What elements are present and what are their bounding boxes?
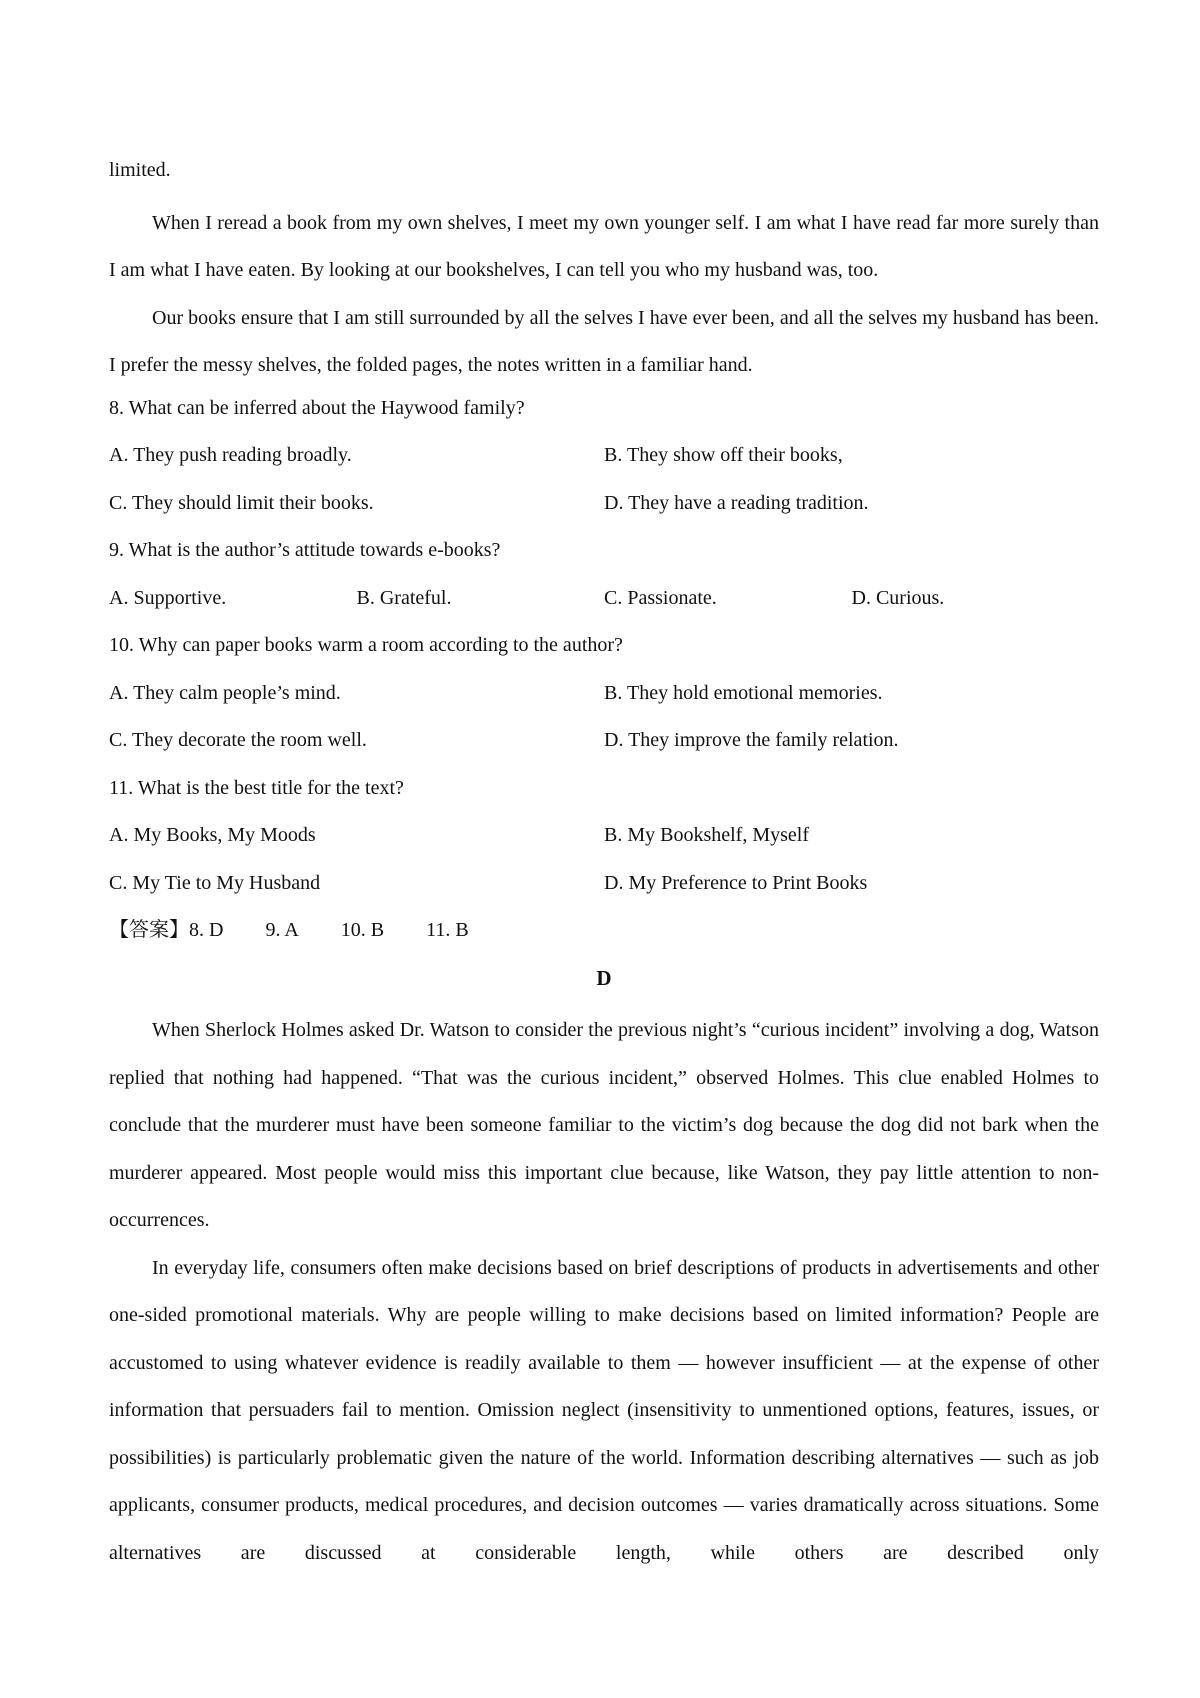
option-d: D. My Preference to Print Books <box>604 871 868 894</box>
answer-label: 【答案】 <box>109 919 189 941</box>
question-stem: 9. What is the author’s attitude towards e-books? <box>109 539 501 561</box>
option-b: B. They show off their books, <box>604 444 843 466</box>
option-row <box>109 675 1099 723</box>
option-a: A. Supportive. <box>109 586 227 609</box>
passage-d-paragraph: In everyday life, consumers often make decisions based on brief descriptions of products in advertisements and other one-sided promotional materials. Why are people willing to make decisions based on limited information? People are accustomed to using whatever evidence is readily available to them — however insufficient — at the expense of other information that persuaders fail to mention. Omission neglect (insensitivity to unmentioned options, features, issues, or possibilities) is particularly problematic given the nature of the world. Information describing alternatives — such as job applicants, consumer products, medical procedures, and decision outcomes — varies dramatically across situations. Some alternatives are discussed at considerable length, while others are described only <box>109 1256 1099 1564</box>
question-stem: 10. Why can paper books warm a room according to the author? <box>109 634 623 656</box>
answer-item: 9. A <box>265 919 299 941</box>
document-page <box>109 152 1099 1577</box>
option-row <box>109 865 1099 913</box>
option-row <box>109 485 1099 533</box>
answer-item: 10. B <box>340 919 385 941</box>
option-row <box>109 437 1099 485</box>
option-b: B. Grateful. <box>356 586 452 609</box>
option-d: D. They improve the family relation. <box>604 729 899 751</box>
option-c: C. Passionate. <box>604 586 717 609</box>
option-row <box>109 817 1099 865</box>
option-c: C. My Tie to My Husband <box>109 871 321 894</box>
question-stem: 8. What can be inferred about the Haywood family? <box>109 396 525 419</box>
answer-key <box>109 912 1099 960</box>
option-a: A. They push reading broadly. <box>109 444 352 466</box>
option-c: C. They should limit their books. <box>109 491 374 514</box>
option-b: B. My Bookshelf, Myself <box>604 824 809 846</box>
passage-d-paragraph: When Sherlock Holmes asked Dr. Watson to consider the previous night’s “curious incident” involving a dog, Watson replied that nothing had happened. “That was the curious incident,” observed Holmes. This clue enabled Holmes to conclude that the murderer must have been someone familiar to the victim’s dog because the dog did not bark when the murderer appeared. Most people would miss this important clue because, like Watson, they pay little attention to non-occurrences. <box>109 1019 1099 1231</box>
option-row <box>109 580 1099 628</box>
question-9 <box>109 532 1099 627</box>
passage-c-paragraph: Our books ensure that I am still surrounded by all the selves I have ever been, and all the selves my husband has been. I prefer the messy shelves, the folded pages, the notes written in a familiar hand. <box>109 306 1099 376</box>
option-row <box>109 722 1099 770</box>
answer-item: 8. D <box>189 919 224 941</box>
section-heading: D <box>596 965 612 990</box>
option-b: B. They hold emotional memories. <box>604 681 883 704</box>
question-10 <box>109 627 1099 770</box>
question-11 <box>109 770 1099 913</box>
question-stem: 11. What is the best title for the text? <box>109 776 404 799</box>
question-8 <box>109 390 1099 533</box>
passage-c-paragraph: When I reread a book from my own shelves, I meet my own younger self. I am what I have read far more surely than I am what I have eaten. By looking at our bookshelves, I can tell you who my husband was, too. <box>109 211 1099 281</box>
option-a: A. My Books, My Moods <box>109 824 316 846</box>
option-d: D. They have a reading tradition. <box>604 491 869 514</box>
option-a: A. They calm people’s mind. <box>109 681 341 704</box>
passage-c-fragment: limited. <box>109 159 171 181</box>
option-c: C. They decorate the room well. <box>109 729 367 751</box>
option-d: D. Curious. <box>851 586 945 609</box>
answer-item: 11. B <box>426 919 469 941</box>
